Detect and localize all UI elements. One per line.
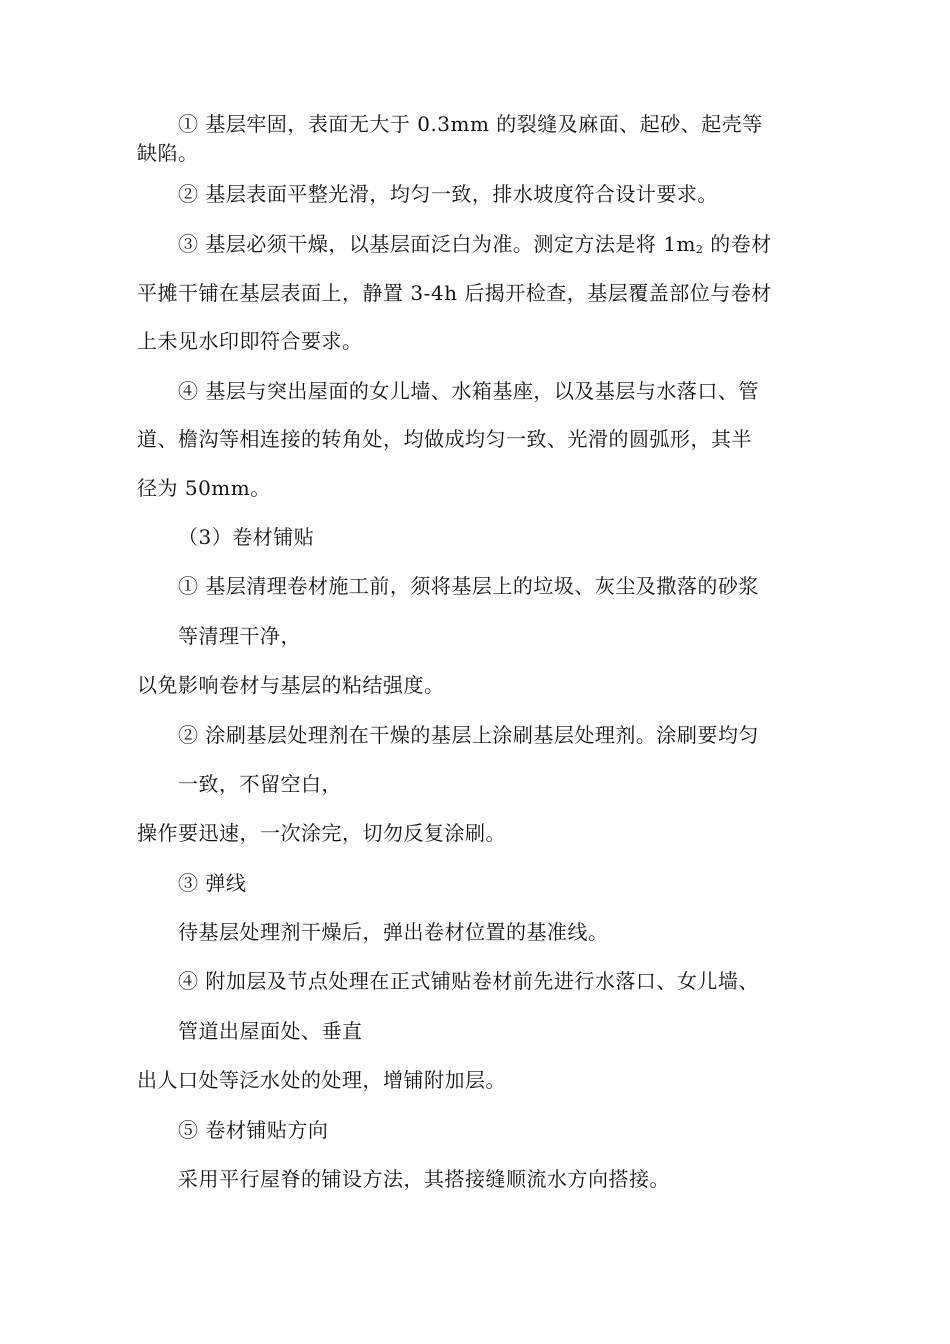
paragraph-text: ③ 基层必须干燥，以基层面泛白为准。测定方法是将 1m (178, 232, 696, 256)
paragraph-line: ② 涂刷基层处理剂在干燥的基层上涂刷基层处理剂。涂刷要均匀 (178, 723, 759, 747)
paragraph-line: ④ 附加层及节点处理在正式铺贴卷材前先进行水落口、女儿墙、 (178, 969, 759, 993)
paragraph-line: 平摊干铺在基层表面上，静置 3-4h 后揭开检查，基层覆盖部位与卷材 (137, 281, 772, 305)
subscript-text: 2 (695, 243, 704, 256)
paragraph-line: 道、檐沟等相连接的转角处，均做成均匀一致、光滑的圆弧形，其半 (137, 427, 752, 451)
paragraph-line: 等清理干净， (178, 624, 301, 648)
paragraph-line: 管道出屋面处、垂直 (178, 1019, 363, 1043)
paragraph-line: ③ 弹线 (178, 871, 247, 895)
paragraph-line: ① 基层牢固，表面无大于 0.3mm 的裂缝及麻面、起砂、起壳等 (178, 112, 763, 136)
paragraph-line: 一致，不留空白， (178, 772, 342, 796)
paragraph-line: 采用平行屋脊的铺设方法，其搭接缝顺流水方向搭接。 (178, 1167, 670, 1191)
paragraph-line (178, 230, 772, 264)
paragraph-line: 径为 50mm。 (137, 476, 271, 500)
paragraph-line: 操作要迅速，一次涂完，切勿反复涂刷。 (137, 821, 506, 845)
paragraph-text: 的卷材 (703, 232, 772, 256)
paragraph-line: 出人口处等泛水处的处理，增铺附加层。 (137, 1068, 506, 1092)
paragraph-line: 以免影响卷材与基层的粘结强度。 (137, 673, 445, 697)
section-heading: （3）卷材铺贴 (178, 525, 315, 549)
paragraph-line: ① 基层清理卷材施工前，须将基层上的垃圾、灰尘及撒落的砂浆 (178, 574, 759, 598)
paragraph-line: 缺陷。 (137, 141, 199, 165)
paragraph-line: 待基层处理剂干燥后，弹出卷材位置的基准线。 (178, 920, 609, 944)
paragraph-line: ⑤ 卷材铺贴方向 (178, 1118, 329, 1142)
paragraph-line: ④ 基层与突出屋面的女儿墙、水箱基座，以及基层与水落口、管 (178, 379, 759, 403)
paragraph-line: 上未见水印即符合要求。 (137, 329, 363, 353)
paragraph-line: ② 基层表面平整光滑，均匀一致，排水坡度符合设计要求。 (178, 182, 718, 206)
